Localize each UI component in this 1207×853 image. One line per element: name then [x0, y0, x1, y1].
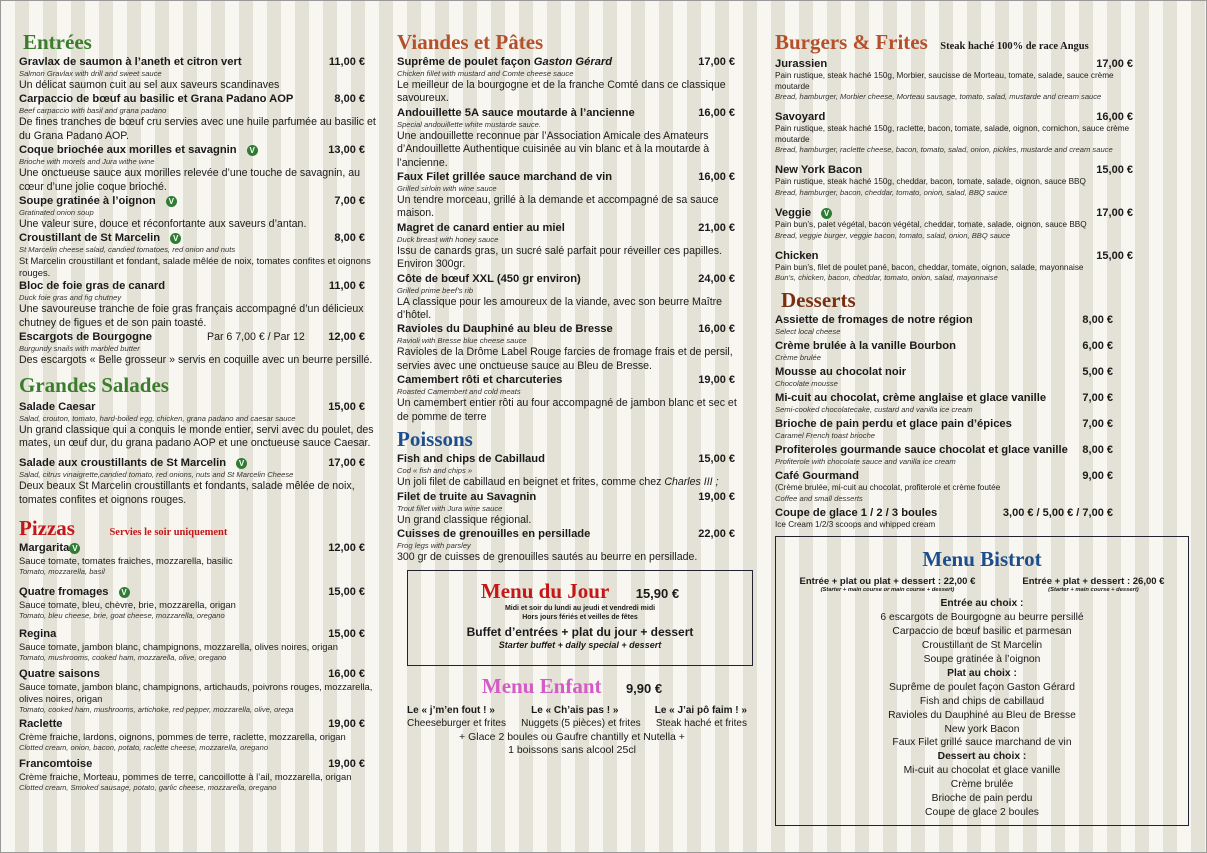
- item-translation: Chicken fillet with mustard and Comte cheese sauce: [397, 69, 574, 78]
- item-description: Une savoureuse tranche de foie gras français accompagné d’un délicieux chutney de figues et de son pain toasté.: [19, 303, 364, 329]
- bistrot-dish: Fish and chips de cabillaud: [919, 695, 1045, 707]
- item-translation: Chocolate mousse: [775, 379, 838, 389]
- item-description: Un grand classique régional.: [397, 513, 532, 526]
- enfant-option: Le « J’ai pô faim ! »: [654, 705, 747, 717]
- bistrot-heading: Dessert au choix :: [937, 751, 1027, 763]
- bistrot-heading: Entrée au choix :: [940, 598, 1024, 610]
- item-name: Bloc de foie gras de canard: [19, 280, 166, 293]
- menu-du-jour-note1: Midi et soir du lundi au jeudi et vendredi midi: [504, 605, 656, 613]
- item-name: Croustillant de St Marcelin: [19, 232, 161, 245]
- viandes-list: [397, 55, 747, 424]
- item-description: Des escargots « Belle grosseur » servis en coquille avec un beurre persillé.: [19, 354, 373, 367]
- item-translation: Tomato, bleu cheese, brie, goat cheese, mozzarella, oregano: [19, 611, 225, 621]
- item-translation: Duck foie gras and fig chutney: [19, 293, 122, 303]
- item-name-italic: Gaston Gérard: [533, 56, 613, 68]
- menu-item: [397, 373, 747, 424]
- item-translation: Beef carpaccio with basil and grana padano: [19, 106, 167, 116]
- item-name: Andouillette 5A sauce moutarde à l’ancienne: [397, 106, 635, 119]
- vegetarian-icon: V: [119, 587, 130, 598]
- item-price: 15,00 €: [698, 453, 735, 466]
- item-description: Pain bun’s, palet végétal, bacon végétal, cheddar, tomate, salade, oignon, sauce BBQ: [775, 219, 1087, 229]
- menu-du-jour-line: Buffet d’entrées + plat du jour + dessert: [466, 625, 694, 640]
- item-price: 13,00 €: [328, 144, 365, 157]
- menu-item: [19, 585, 377, 621]
- item-translation: Coffee and small desserts: [775, 493, 863, 503]
- vegetarian-icon: V: [170, 233, 181, 244]
- item-translation: Salad, citrus vinaigrette,candied tomato, red onions, nuts and St Marcelin Cheese: [19, 470, 294, 480]
- burgers-note: Steak haché 100% de race Angus: [940, 41, 1089, 52]
- menu-item: [19, 400, 377, 451]
- bistrot-formula: Entrée + plat ou plat + dessert : 22,00 €: [799, 576, 976, 588]
- item-name: Quatre fromages: [19, 586, 109, 599]
- item-translation: Select local cheese: [775, 327, 841, 337]
- item-price: 7,00 €: [1082, 392, 1113, 405]
- bistrot-dish: 6 escargots de Bourgogne au beurre persillé: [880, 612, 1084, 624]
- item-description: Sauce tomate, jambon blanc, champignons, artichauds, poivrons rouges, mozzarella, olives noires, origan: [19, 681, 373, 705]
- item-description: 300 gr de cuisses de grenouilles sautés au beurre en persillade.: [397, 550, 698, 563]
- menu-item: [775, 110, 1145, 155]
- item-translation: Salad, crouton, tomato, hard-boiled egg, chicken, grana padano and caesar sauce: [19, 413, 296, 423]
- enfant-dish: Cheeseburger et frites: [407, 718, 506, 730]
- item-description: Pain rustique, steak haché 150g, Morbier, saucisse de Morteau, tomate, salade, sauce crème moutarde: [775, 71, 1114, 91]
- bistrot-dish: New york Bacon: [944, 723, 1020, 735]
- item-price: 8,00 €: [334, 232, 365, 245]
- menu-item: [397, 221, 747, 272]
- item-description: Un camembert entier rôti au four accompagné de jambon blanc et sec et de pomme de terre: [397, 397, 737, 423]
- item-translation: Clotted cream, onion, bacon, potato, raclette cheese, mozzarella, oregano: [19, 743, 269, 753]
- menu-item: [397, 106, 747, 170]
- item-price: 7,00 €: [1082, 418, 1113, 431]
- item-translation: Duck breast with honey sauce: [397, 234, 499, 244]
- menu-item: [775, 163, 1145, 198]
- menu-item: [775, 417, 1145, 441]
- item-translation: Cod « fish and chips »: [397, 466, 473, 476]
- menu-item: [19, 627, 377, 663]
- menu-item: [775, 313, 1145, 337]
- item-translation: Bread, hamburger, raclette cheese, bacon, tomato, salad, onion, pickles, mustarde and cream sauce: [775, 145, 1113, 155]
- item-description: Un joli filet de cabillaud en beignet et frites, comme chez: [397, 476, 665, 489]
- item-translation: Bread, hamburger, Morbier cheese, Morteau sausage, tomato, salad, mustarde and cream sauce: [775, 92, 1102, 102]
- menu-enfant-line2: 1 boissons sans alcool 25cl: [508, 744, 636, 757]
- item-price: 16,00 €: [698, 323, 735, 336]
- item-price: 11,00 €: [328, 280, 365, 293]
- menu-item: [775, 206, 1145, 241]
- item-name: Regina: [19, 628, 57, 641]
- item-description: Un grand classique qui a conquis le monde entier, servi avec du poulet, des mates, un œuf dur, du grana padano AOP et une onctueuse sauce Caesar.: [19, 423, 374, 450]
- item-name: Jurassien: [775, 58, 828, 70]
- item-name: Brioche de pain perdu et glace pain d’épices: [775, 418, 1012, 431]
- menu-item: [397, 55, 747, 106]
- menu-item: [775, 249, 1145, 284]
- menu-enfant: [397, 674, 747, 756]
- item-translation: Bun’s, chicken, bacon, cheddar, tomato, onion, salad, mayonnaise: [775, 273, 998, 283]
- vegetarian-icon: V: [247, 145, 258, 156]
- menu-item: [775, 443, 1145, 467]
- item-description: LA classique pour les amoureux de la viande, avec son beurre Maître d’hôtel.: [397, 295, 723, 322]
- item-translation: Clotted cream, Smoked sausage, potato, garlic cheese, mozzarella, oregano: [19, 783, 277, 793]
- column-left: [19, 29, 377, 793]
- menu-bistrot-title: Menu Bistrot: [922, 547, 1042, 572]
- bistrot-choices: [776, 597, 1188, 820]
- item-description: Un tendre morceau, grillé à la demande et accompagné de sa sauce maison.: [397, 194, 719, 220]
- item-price: 24,00 €: [698, 272, 735, 285]
- item-name: Margarita: [19, 542, 70, 555]
- item-price: 11,00 €: [328, 56, 365, 68]
- menu-item: [19, 194, 377, 231]
- menu-item: [19, 330, 377, 367]
- item-price: 17,00 €: [1096, 58, 1133, 70]
- item-translation: Semi-cooked chocolatecake, custard and vanilla ice cream: [775, 405, 973, 415]
- vegetarian-icon: V: [69, 543, 80, 554]
- item-name: New York Bacon: [775, 164, 863, 177]
- item-price: 17,00 €: [328, 457, 365, 470]
- item-name: Carpaccio de bœuf au basilic et Grana Padano AOP: [19, 93, 294, 106]
- enfant-option: Le « j’m’en fout ! »: [407, 705, 495, 717]
- item-price: 17,00 €: [1096, 206, 1133, 219]
- column-right: [775, 29, 1165, 826]
- item-translation: Brioche with morels and Jura withe wine: [19, 157, 155, 167]
- desserts-title: Desserts: [781, 288, 856, 313]
- enfant-dish: Steak haché et frites: [655, 718, 747, 730]
- item-name: Escargots de Bourgogne: [19, 331, 153, 344]
- item-price: 5,00 €: [1082, 366, 1113, 379]
- item-description: Une andouillette reconnue par l’Association Amicale des Amateurs d’Andouillette Authentique cuisinée au vin blanc et à la moutarde à l’ancienne.: [397, 129, 710, 169]
- menu-item: [19, 456, 377, 507]
- item-description: (Crème brulée, mi-cuit au chocolat, profiterole et crème foutée: [775, 483, 1001, 493]
- entrees-list: [19, 55, 377, 368]
- item-description: Pain rustique, steak haché 150g, cheddar, bacon, tomate, salade, oignon, sauce BBQ: [775, 177, 1086, 187]
- bistrot-formula-en: (Starter + main course + dessert): [1048, 587, 1139, 594]
- item-price: 3,00 € / 5,00 € / 7,00 €: [1002, 506, 1113, 519]
- salades-list: [19, 400, 377, 508]
- item-price: 8,00 €: [1082, 444, 1113, 457]
- item-description: Un délicat saumon cuit au sel aux saveurs scandinaves: [19, 79, 280, 91]
- item-description: Sauce tomate, bleu, chèvre, brie, mozzarella, origan: [19, 599, 236, 611]
- item-price: 8,00 €: [334, 93, 365, 106]
- bistrot-dish: Carpaccio de bœuf basilic et parmesan: [892, 626, 1072, 638]
- item-price: 19,00 €: [698, 490, 735, 503]
- bistrot-formula-en: (Starter + main course or main course + dessert): [820, 587, 955, 594]
- menu-item: [775, 339, 1145, 363]
- item-description: Une onctueuse sauce aux morilles relevée d’une touche de savagnin, au cœur d’une jolie coque brioché.: [19, 167, 360, 193]
- menu-item: [19, 143, 377, 194]
- item-price: 19,00 €: [698, 374, 735, 387]
- item-name: Soupe gratinée à l’oignon: [19, 195, 156, 208]
- item-price: 8,00 €: [1082, 314, 1113, 327]
- item-name: Francomtoise: [19, 758, 93, 771]
- item-translation: Bread, veggie burger, veggie bacon, tomato, salad, onion, BBQ sauce: [775, 230, 1011, 240]
- menu-enfant-title: Menu Enfant: [481, 674, 602, 699]
- viandes-title: Viandes et Pâtes: [397, 30, 544, 54]
- menu-du-jour-price: 15,90 €: [635, 586, 680, 602]
- item-name: Mi-cuit au chocolat, crème anglaise et glace vanille: [775, 392, 1047, 405]
- item-description: Pain rustique, steak haché 150g, raclette, bacon, tomate, salade, oignon, cornichon, sauce crème moutarde: [775, 124, 1130, 144]
- bistrot-dish: Croustillant de St Marcelin: [921, 640, 1043, 652]
- poissons-list: [397, 452, 747, 564]
- item-name: Ravioles du Dauphiné au bleu de Bresse: [397, 323, 613, 336]
- menu-item: [397, 170, 747, 221]
- item-price: 15,00 €: [328, 400, 365, 413]
- menu-item: [397, 452, 747, 489]
- item-name: Veggie: [775, 206, 812, 219]
- item-name: Salade Caesar: [19, 400, 96, 413]
- item-translation: Crème brulée: [775, 353, 822, 363]
- enfant-option: Le « Ch’ais pas ! »: [531, 705, 619, 717]
- menu-item: [775, 365, 1145, 389]
- item-price: 16,00 €: [698, 106, 735, 119]
- menu-item: [19, 667, 377, 715]
- bistrot-dish: Mi-cuit au chocolat et glace vanille: [903, 765, 1061, 777]
- item-translation: Ravioli with Bresse blue cheese sauce: [397, 336, 527, 346]
- item-name: Gravlax de saumon à l’aneth et citron vert: [19, 56, 242, 68]
- menu-enfant-line1: + Glace 2 boules ou Gaufre chantilly et Nutella +: [459, 731, 685, 744]
- item-translation: Tomato, cooked ham, mushrooms, artichoke, red pepper, mozzarella, olive, orega: [19, 705, 294, 715]
- poissons-title: Poissons: [397, 427, 473, 452]
- desserts-list: [775, 313, 1145, 530]
- item-name: Fish and chips de Cabillaud: [397, 453, 545, 466]
- item-description: Ravioles de la Drôme Label Rouge farcies de fromage frais et de persil, servies avec une onctueuse sauce au Bleu de Bresse.: [397, 346, 733, 372]
- menu-item: [397, 527, 747, 564]
- item-translation: Grilled prime beef’s rib: [397, 285, 474, 295]
- item-translation: Bread, hamburger, bacon, cheddar, tomato, onion, salad, BBQ sauce: [775, 187, 1008, 197]
- entrees-title: Entrées: [23, 30, 92, 54]
- menu-item: [19, 717, 377, 753]
- item-name: Salade aux croustillants de St Marcelin: [19, 457, 227, 470]
- item-description: Sauce tomate, tomates fraiches, mozzarella, basilic: [19, 555, 233, 567]
- item-description: Crème fraiche, lardons, oignons, pommes de terre, raclette, mozzarella, origan: [19, 731, 346, 743]
- item-price: 15,00 €: [1096, 164, 1133, 177]
- pizzas-note: Servies le soir uniquement: [109, 527, 228, 539]
- item-description: Issu de canards gras, un sucré salé parfait pour réveiller ces papilles. Environ 300gr.: [397, 244, 723, 271]
- item-price: 15,00 €: [328, 586, 365, 599]
- item-translation: Tomato, mushrooms, cooked ham, mozzarella, olive, oregano: [19, 653, 227, 663]
- bistrot-dish: Crème brulée: [950, 779, 1014, 791]
- item-name: Crème brulée à la vanille Bourbon: [775, 340, 956, 353]
- item-description: Crème fraiche, Morteau, pommes de terre, cancoillotte à l’ail, mozzarella, origan: [19, 771, 352, 783]
- item-name: Camembert rôti et charcuteries: [397, 374, 563, 387]
- burgers-title: Burgers & Frites: [775, 30, 928, 54]
- item-price-by-six: Par 6 7,00 € / Par 12: [207, 331, 305, 344]
- item-translation: Profiterole with chocolate sauce and vanilla ice cream: [775, 457, 956, 467]
- pizzas-title: Pizzas: [19, 516, 75, 541]
- bistrot-dish: Coupe de glace 2 boules: [925, 806, 1039, 818]
- item-translation: Ice Cream 1/2/3 scoops and whipped cream: [775, 519, 936, 529]
- column-middle: [397, 29, 747, 756]
- item-name: Coupe de glace 1 / 2 / 3 boules: [775, 506, 938, 519]
- item-description: Pain bun’s, filet de poulet pané, bacon, cheddar, tomate, oignon, salade, mayonnaise: [775, 262, 1084, 272]
- item-name: Faux Filet grillée sauce marchand de vin: [397, 171, 613, 184]
- item-translation: Tomato, mozzarella, basil: [19, 567, 105, 577]
- bistrot-dish: Faux Filet grillé sauce marchand de vin: [892, 737, 1072, 749]
- menu-item: [397, 490, 747, 527]
- vegetarian-icon: V: [236, 458, 247, 469]
- item-name: Assiette de fromages de notre région: [775, 314, 973, 327]
- item-translation: Grilled sirloin with wine sauce: [397, 184, 497, 194]
- menu-item: [19, 231, 377, 279]
- item-translation: Frog legs with parsley: [397, 540, 471, 550]
- item-price: 16,00 €: [1096, 111, 1133, 124]
- bistrot-dish: Brioche de pain perdu: [931, 793, 1033, 805]
- vegetarian-icon: V: [821, 208, 832, 219]
- item-price: 12,00 €: [328, 542, 365, 555]
- item-name: Café Gourmand: [775, 470, 859, 483]
- menu-du-jour-title: Menu du Jour: [480, 579, 610, 604]
- item-price: 15,00 €: [328, 628, 365, 641]
- bistrot-formula: Entrée + plat + dessert : 26,00 €: [1022, 576, 1165, 588]
- item-price: 17,00 €: [698, 56, 735, 68]
- item-translation: Trout fillet with Jura wine sauce: [397, 503, 503, 513]
- menu-enfant-dishes: [397, 718, 747, 729]
- item-name: Filet de truite au Savagnin: [397, 490, 537, 503]
- item-translation: Burgundy snails with marbled butter: [19, 344, 140, 354]
- item-translation: St Marcelin cheese salad, candied tomatoes, red onion and nuts: [19, 245, 236, 255]
- burgers-list: [775, 57, 1145, 283]
- item-name: Quatre saisons: [19, 668, 100, 681]
- menu-item: [397, 322, 747, 373]
- bistrot-dish: Ravioles du Dauphiné au Bleu de Bresse: [888, 709, 1076, 721]
- item-name: Coque briochée aux morilles et savagnin: [19, 144, 237, 157]
- menu-item: [19, 541, 377, 577]
- item-price: 16,00 €: [698, 171, 735, 184]
- item-name: Cuisses de grenouilles en persillade: [397, 527, 591, 540]
- item-translation: Roasted Camembert and cold meats: [397, 387, 521, 397]
- item-description: De fines tranches de bœuf cru servies avec une huile parfumée au basilic et du Grana Padano AOP.: [19, 116, 376, 142]
- bistrot-formulas: [776, 576, 1188, 593]
- menu-enfant-options: [397, 705, 747, 716]
- item-price: 19,00 €: [328, 718, 365, 731]
- item-name: Suprême de poulet façon: [397, 56, 534, 68]
- item-price: 15,00 €: [1096, 249, 1133, 262]
- vegetarian-icon: V: [166, 196, 177, 207]
- bistrot-dish: Soupe gratinée à l’oignon: [923, 653, 1041, 665]
- menu-item: [19, 92, 377, 143]
- item-description: St Marcelin croustillant et fondant, salade mêlée de noix, tomates confites et oignons rouges.: [19, 255, 371, 279]
- item-translation: Gratinated onion soup: [19, 208, 94, 218]
- item-price: 9,00 €: [1082, 470, 1113, 483]
- item-price: 7,00 €: [334, 195, 365, 208]
- menu-item: [19, 757, 377, 793]
- item-description: Le meilleur de la bourgogne et de la franche Comté dans ce classique savoureux.: [397, 79, 726, 105]
- item-name: Magret de canard entier au miel: [397, 221, 565, 234]
- item-name: Profiteroles gourmande sauce chocolat et glace vanille: [775, 444, 1068, 457]
- item-name: Raclette: [19, 718, 63, 731]
- menu-enfant-price: 9,90 €: [625, 681, 663, 697]
- item-description: Sauce tomate, jambon blanc, champignons, mozzarella, olives noires, origan: [19, 641, 338, 653]
- item-name: Chicken: [775, 249, 819, 262]
- menu-item: [775, 57, 1145, 102]
- item-translation: Special andouillette white mustarde sauce.: [397, 119, 541, 129]
- menu-du-jour-line-en: Starter buffet + daily special + dessert: [498, 640, 662, 651]
- menu-item: [775, 469, 1145, 504]
- item-price: 6,00 €: [1082, 340, 1113, 353]
- item-name: Côte de bœuf XXL (450 gr environ): [397, 272, 581, 285]
- item-price: 21,00 €: [698, 221, 735, 234]
- item-price: 12,00 €: [328, 331, 365, 344]
- item-name: Savoyard: [775, 111, 826, 124]
- pizzas-list: [19, 541, 377, 793]
- item-description: Deux beaux St Marcelin croustillants et fondants, salade mêlée de noix, tomates confites et oignons rouges.: [19, 480, 355, 506]
- item-price: 16,00 €: [328, 668, 365, 681]
- item-translation: Caramel French toast brioche: [775, 431, 876, 441]
- item-name: Mousse au chocolat noir: [775, 366, 907, 379]
- menu-item: [775, 391, 1145, 415]
- menu-item: [397, 272, 747, 323]
- item-description-italic: Charles III ;: [664, 476, 719, 489]
- menu-du-jour-note2: Hors jours fériés et veilles de fêtes: [522, 614, 638, 622]
- menu-bistrot-box: [775, 536, 1189, 826]
- item-description: Une valeur sure, douce et réconfortante aux saveurs d’antan.: [19, 218, 307, 231]
- menu-item: [19, 55, 377, 92]
- menu-item: [775, 506, 1145, 531]
- item-price: 22,00 €: [698, 527, 735, 540]
- salades-title: Grandes Salades: [19, 372, 169, 397]
- item-translation: Salmon Gravlax with drill and sweet sauce: [19, 69, 162, 78]
- bistrot-dish: Suprême de poulet façon Gaston Gérard: [888, 681, 1076, 693]
- menu-du-jour-box: [407, 570, 753, 666]
- bistrot-heading: Plat au choix :: [947, 667, 1017, 679]
- enfant-dish: Nuggets (5 pièces) et frites: [521, 718, 641, 730]
- menu-item: [19, 279, 377, 330]
- item-price: 19,00 €: [328, 758, 365, 771]
